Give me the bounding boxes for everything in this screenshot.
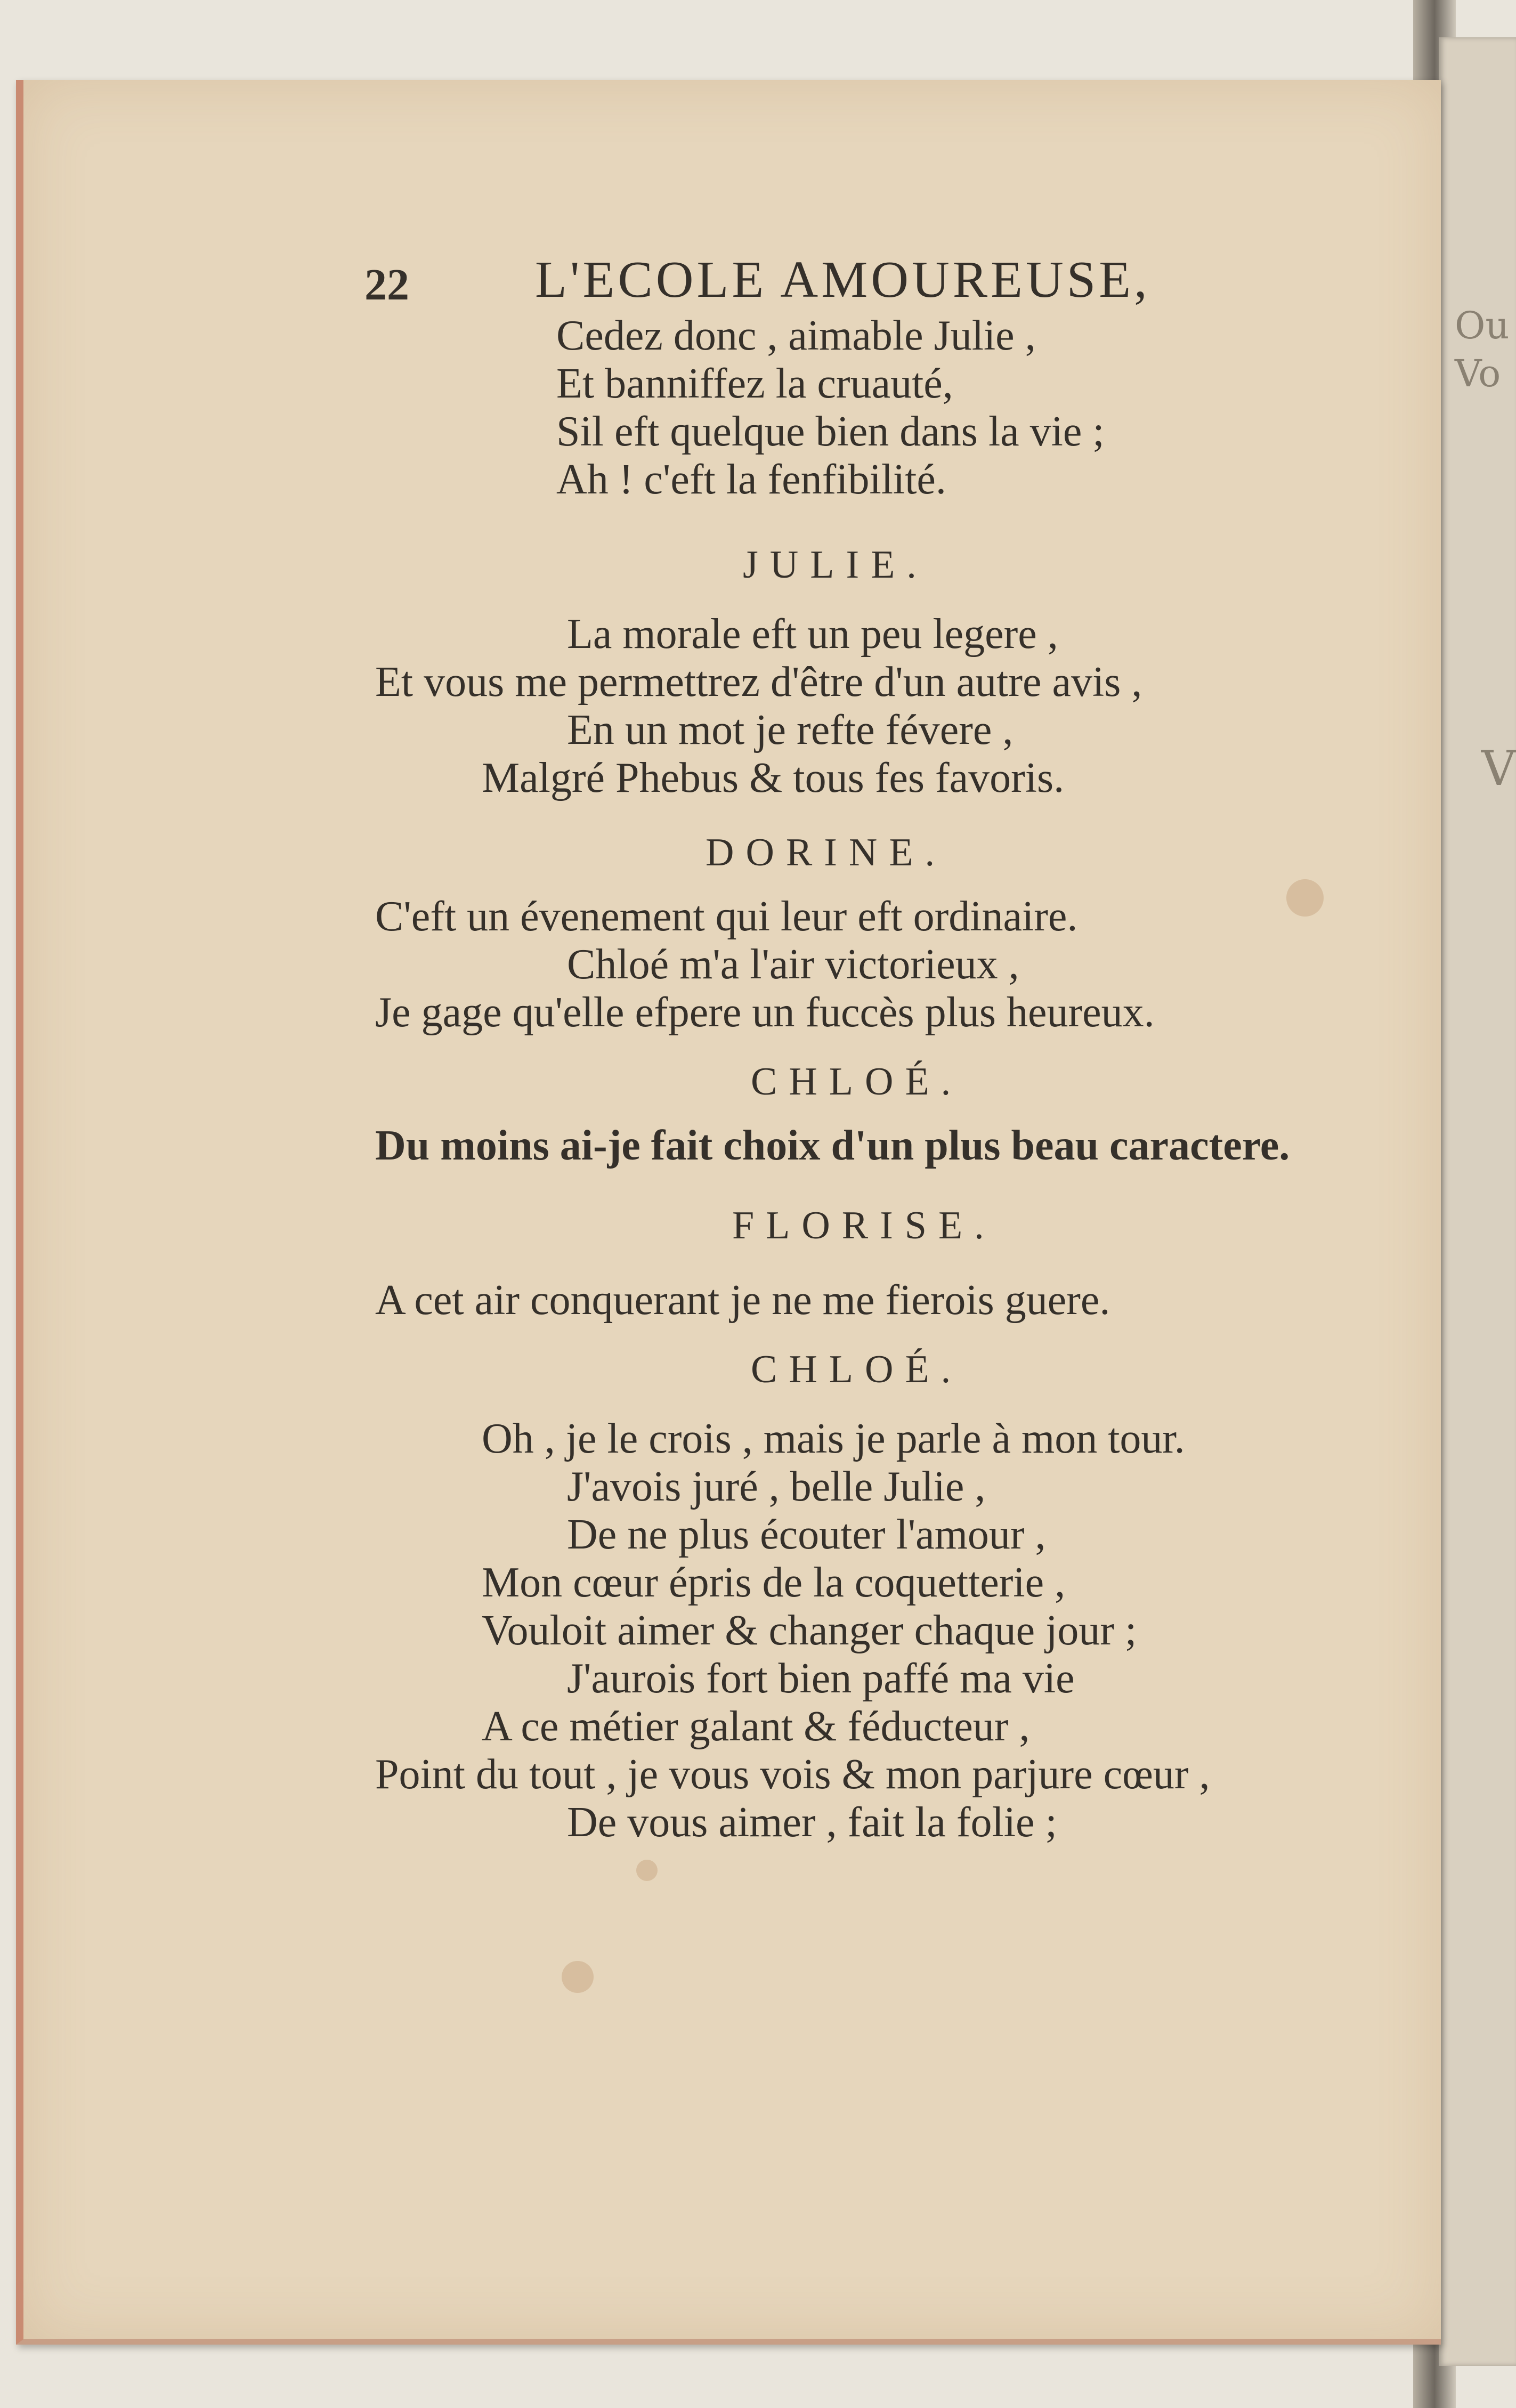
speaker-name: CHLOÉ.	[751, 1348, 963, 1391]
foxing-spot	[1286, 879, 1324, 917]
running-head: L'ECOLE AMOUREUSE,	[535, 251, 1150, 309]
verse-line: Du moins ai-je fait choix d'un plus beau caractere.	[375, 1122, 1290, 1169]
facing-page-fragment: V	[1481, 741, 1516, 797]
page-number: 22	[364, 260, 409, 310]
verse-line: Je gage qu'elle efpere un fuccès plus heureux.	[375, 989, 1155, 1036]
verse-line: Ah ! c'eft la fenfibilité.	[556, 456, 946, 503]
speaker-name: FLORISE.	[732, 1204, 996, 1247]
verse-line: Point du tout , je vous vois & mon parjure cœur ,	[375, 1751, 1210, 1798]
verse-line: En un mot je refte févere ,	[567, 707, 1014, 753]
verse-line: Et vous me permettrez d'être d'un autre avis ,	[375, 659, 1142, 706]
verse-line: La morale eft un peu legere ,	[567, 611, 1058, 658]
verse-line: Vouloit aimer & changer chaque jour ;	[482, 1607, 1137, 1654]
verse-line: Cedez donc , aimable Julie ,	[556, 312, 1036, 359]
facing-page-fragment: Vo	[1455, 352, 1501, 395]
verse-line: Malgré Phebus & tous fes favoris.	[482, 755, 1065, 801]
speaker-name: CHLOÉ.	[751, 1060, 963, 1104]
speaker-name: DORINE.	[706, 831, 947, 874]
verse-line: C'eft un évenement qui leur eft ordinaire.	[375, 893, 1078, 940]
verse-line: A cet air conquerant je ne me fierois guere.	[375, 1277, 1110, 1324]
verse-line: De vous aimer , fait la folie ;	[567, 1799, 1057, 1846]
foxing-spot	[562, 1961, 594, 1993]
verse-line: De ne plus écouter l'amour ,	[567, 1511, 1046, 1558]
verse-line: Oh , je le crois , mais je parle à mon tour.	[482, 1415, 1185, 1462]
book-page	[16, 80, 1441, 2345]
verse-line: J'avois juré , belle Julie ,	[567, 1463, 986, 1510]
speaker-name: JULIE.	[743, 543, 928, 587]
verse-line: Mon cœur épris de la coquetterie ,	[482, 1559, 1066, 1606]
verse-line: A ce métier galant & féducteur ,	[482, 1703, 1030, 1750]
verse-line: J'aurois fort bien paffé ma vie	[567, 1655, 1075, 1702]
verse-line: Et banniffez la cruauté,	[556, 360, 953, 407]
facing-page	[1439, 37, 1516, 2366]
verse-line: Chloé m'a l'air victorieux ,	[567, 941, 1019, 988]
foxing-spot	[636, 1860, 658, 1881]
facing-page-fragment: Ou	[1455, 304, 1510, 347]
verse-line: Sil eft quelque bien dans la vie ;	[556, 408, 1105, 455]
